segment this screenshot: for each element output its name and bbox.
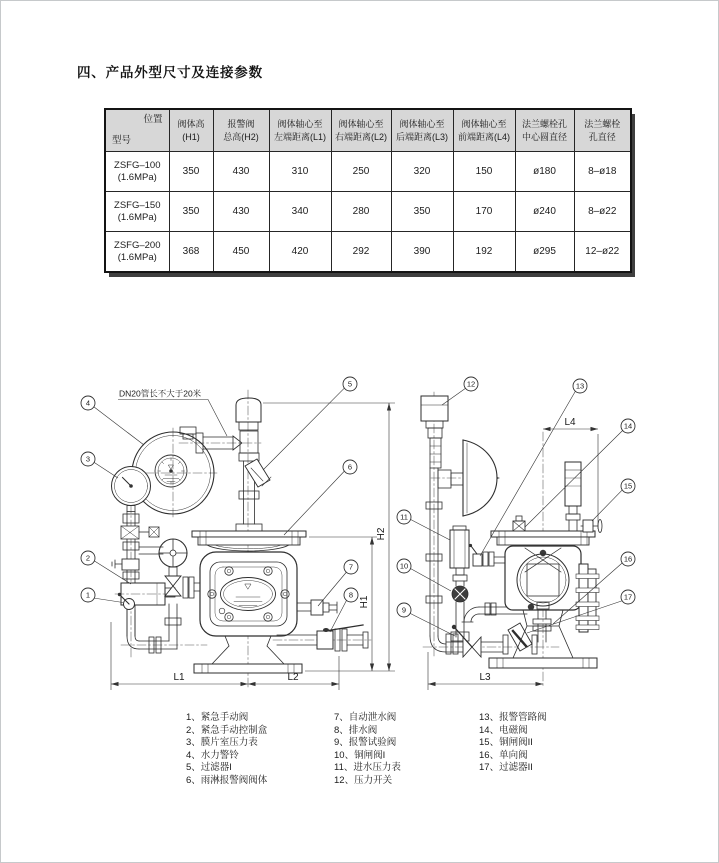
svg-text:7: 7 — [348, 562, 354, 572]
value-cell: ø180 — [515, 152, 574, 192]
legend-item: 9、报警试验阀 — [334, 737, 397, 748]
svg-text:16: 16 — [623, 554, 633, 564]
callout-10 — [397, 559, 411, 573]
legend-item: 17、过滤器II — [479, 762, 533, 773]
dim-label-l4: L4 — [564, 417, 576, 428]
svg-text:4: 4 — [85, 398, 91, 408]
callout-14 — [621, 419, 635, 433]
pressure-switch — [421, 396, 448, 468]
header-cell: 阀体轴心至 左端距离(L1) — [269, 109, 331, 152]
side-view-drawing — [421, 392, 602, 688]
callout-5 — [343, 377, 357, 391]
callout-13 — [573, 379, 587, 393]
svg-text:13: 13 — [575, 381, 585, 391]
legend-item: 2、紧急手动控制盒 — [186, 724, 268, 736]
callout-9 — [397, 603, 411, 617]
svg-text:9: 9 — [401, 605, 407, 615]
legend-item: 7、自动泄水阀 — [334, 712, 397, 723]
header-cell: 阀体轴心至 前端距离(L4) — [453, 109, 515, 152]
legend-item: 8、排水阀 — [334, 724, 378, 736]
svg-text:12: 12 — [466, 379, 476, 389]
callout-15 — [621, 479, 635, 493]
svg-text:3: 3 — [85, 454, 91, 464]
dim-label-l3: L3 — [479, 672, 491, 683]
spec-table — [104, 108, 632, 273]
legend-item: 1、紧急手动阀 — [186, 712, 249, 723]
value-cell: 310 — [269, 152, 331, 192]
value-cell: 350 — [169, 152, 213, 192]
legend-item: 14、电磁阀 — [479, 724, 528, 736]
legend-item: 15、铜闸阀II — [479, 737, 533, 748]
value-cell: 292 — [331, 232, 391, 273]
header-cell: 报警阀 总高(H2) — [213, 109, 269, 152]
value-cell: 192 — [453, 232, 515, 273]
front-view-drawing — [112, 390, 372, 688]
value-cell: 430 — [213, 152, 269, 192]
callout-12 — [464, 377, 478, 391]
alarm-line-valve — [469, 544, 505, 566]
value-cell: ø240 — [515, 192, 574, 232]
table-row — [105, 232, 631, 273]
value-cell: 430 — [213, 192, 269, 232]
header-cell: 法兰螺栓孔 中心圆直径 — [515, 109, 574, 152]
valve-dimension-diagram — [79, 374, 719, 704]
callout-11 — [397, 510, 411, 524]
legend-item: 10、铜闸阀I — [334, 749, 386, 761]
value-cell: 368 — [169, 232, 213, 273]
value-cell: 340 — [269, 192, 331, 232]
callout-4 — [81, 396, 95, 410]
header-cell: 阀体轴心至 后端距离(L3) — [391, 109, 453, 152]
callout-1 — [81, 588, 95, 602]
pipe-note-text: DN20管长不大于20米 — [119, 388, 202, 399]
legend-item: 5、过滤器I — [186, 762, 232, 773]
value-cell: 8–ø22 — [574, 192, 631, 232]
legend-item: 4、水力警铃 — [186, 749, 239, 761]
value-cell: 280 — [331, 192, 391, 232]
diaphragm-gauge — [112, 467, 151, 512]
model-cell: ZSFG–100 (1.6MPa) — [105, 152, 169, 192]
value-cell: 450 — [213, 232, 269, 273]
value-cell: 12–ø22 — [574, 232, 631, 273]
value-cell: 350 — [169, 192, 213, 232]
corner-label-position: 位置 — [143, 114, 163, 125]
valve-body-front — [192, 531, 306, 673]
callout-2 — [81, 551, 95, 565]
table-corner-cell — [105, 109, 169, 152]
value-cell: ø295 — [515, 232, 574, 273]
gate-valve-2 — [581, 520, 602, 533]
svg-text:10: 10 — [399, 561, 409, 571]
svg-text:5: 5 — [347, 379, 353, 389]
header-cell: 阀体轴心至 右端距离(L2) — [331, 109, 391, 152]
legend-item: 13、报警管路阀 — [479, 712, 547, 723]
value-cell: 170 — [453, 192, 515, 232]
legend-column-1 — [186, 712, 267, 787]
callout-16 — [621, 552, 635, 566]
svg-text:2: 2 — [85, 553, 91, 563]
model-cell: ZSFG–150 (1.6MPa) — [105, 192, 169, 232]
value-cell: 250 — [331, 152, 391, 192]
alarm-riser-pipe — [426, 468, 446, 652]
inlet-gauge — [450, 526, 469, 586]
table-row — [105, 152, 631, 192]
value-cell: 150 — [453, 152, 515, 192]
solenoid-valve — [513, 462, 581, 531]
svg-text:1: 1 — [85, 590, 91, 600]
svg-text:14: 14 — [623, 421, 633, 431]
svg-text:15: 15 — [623, 481, 633, 491]
svg-text:11: 11 — [400, 512, 408, 522]
strainer-1 — [236, 453, 271, 531]
model-cell: ZSFG–200 (1.6MPa) — [105, 232, 169, 273]
test-valve-fitting — [297, 600, 337, 615]
dim-label-h1: H1 — [359, 595, 370, 609]
dim-label-l1: L1 — [173, 672, 185, 683]
callout-6 — [343, 460, 357, 474]
page-title: 四、产品外型尺寸及连接参数 — [77, 65, 263, 80]
header-cell: 法兰螺栓 孔直径 — [574, 109, 631, 152]
dim-label-l2: L2 — [287, 672, 299, 683]
legend-column-2 — [334, 712, 401, 787]
value-cell: 390 — [391, 232, 453, 273]
legend-item: 3、膜片室压力表 — [186, 737, 258, 748]
table-header-row — [105, 109, 631, 152]
callout-3 — [81, 452, 95, 466]
svg-text:17: 17 — [623, 592, 633, 602]
header-cell: 阀体高 (H1) — [169, 109, 213, 152]
dim-label-h2: H2 — [376, 527, 387, 541]
callout-17 — [621, 590, 635, 604]
legend-item: 6、雨淋报警阀阀体 — [186, 774, 268, 786]
table-row — [105, 192, 631, 232]
callout-8 — [344, 588, 358, 602]
legend-item: 11、进水压力表 — [334, 762, 401, 773]
corner-label-model: 型号 — [112, 134, 132, 146]
legend-item: 16、单向阀 — [479, 749, 528, 761]
pipe-note — [118, 389, 227, 437]
legend-item: 12、压力开关 — [334, 774, 393, 786]
callout-7 — [344, 560, 358, 574]
svg-text:8: 8 — [348, 590, 354, 600]
value-cell: 320 — [391, 152, 453, 192]
legend-column-3 — [479, 712, 547, 775]
svg-text:6: 6 — [347, 462, 353, 472]
value-cell: 350 — [391, 192, 453, 232]
gong-supply-pipe — [196, 398, 261, 453]
value-cell: 8–ø18 — [574, 152, 631, 192]
outlet-flange — [576, 564, 599, 632]
value-cell: 420 — [269, 232, 331, 273]
